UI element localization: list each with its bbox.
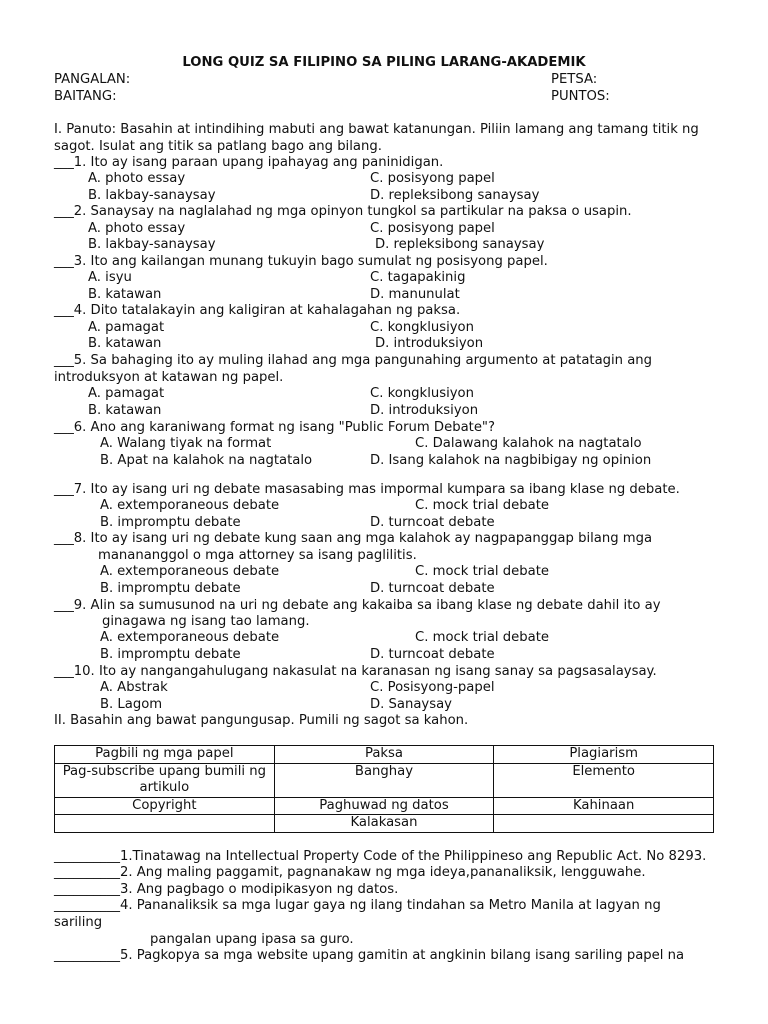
box-row — [55, 746, 714, 764]
q5-option-c: C. kongklusiyon — [370, 386, 474, 401]
box-cell: Elemento — [494, 763, 714, 797]
box-cell: Plagiarism — [494, 746, 714, 764]
q8-option-b: B. impromptu debate — [100, 581, 241, 596]
q5-option-a: A. pamagat — [88, 386, 165, 401]
q4-option-a: A. pamagat — [88, 320, 165, 335]
box-cell — [55, 815, 275, 833]
part2-item-4: __________4. Pananaliksik sa mga lugar gaya ng ilang tindahan sa Metro Manila at lagyan ng — [54, 898, 661, 913]
q1-option-b: B. lakbay-sanaysay — [88, 188, 216, 203]
q10-option-a: A. Abstrak — [100, 680, 168, 695]
petsa-label: PETSA: — [551, 72, 598, 87]
part2-instructions: II. Basahin ang bawat pangungusap. Pumili ng sagot sa kahon. — [54, 713, 469, 728]
box-cell: Pag-subscribe upang bumili ng artikulo — [55, 763, 275, 797]
question-1: ___1. Ito ay isang paraan upang ipahayag ang paninidigan. — [54, 155, 444, 170]
part2-item-4-continued: pangalan upang ipasa sa guro. — [150, 932, 354, 947]
q5-option-d: D. introduksiyon — [370, 403, 479, 418]
q3-option-d: D. manunulat — [370, 287, 460, 302]
box-cell: Paksa — [274, 746, 494, 764]
q1-option-a: A. photo essay — [88, 171, 186, 186]
q4-option-c: C. kongklusiyon — [370, 320, 474, 335]
q3-option-a: A. isyu — [88, 270, 132, 285]
q8-option-a: A. extemporaneous debate — [100, 564, 280, 579]
question-8-continued: manananggol o mga attorney sa isang paglilitis. — [98, 548, 417, 563]
q7-option-b: B. impromptu debate — [100, 515, 241, 530]
q2-option-b: B. lakbay-sanaysay — [88, 237, 216, 252]
q7-option-a: A. extemporaneous debate — [100, 498, 280, 513]
q5-option-b: B. katawan — [88, 403, 162, 418]
box-row — [55, 815, 714, 833]
part2-item-2: __________2. Ang maling paggamit, pagnanakaw ng mga ideya,pananaliksik, lengguwahe. — [54, 865, 646, 880]
q9-option-a: A. extemporaneous debate — [100, 630, 280, 645]
part1-instructions: I. Panuto: Basahin at intindihing mabuti ang bawat katanungan. Piliin lamang ang tamang titik ng sagot. Isulat ang titik sa patlang bago ang bilang. — [54, 122, 699, 154]
q7-option-c: C. mock trial debate — [415, 498, 549, 513]
q1-option-c: C. posisyong papel — [370, 171, 495, 186]
q10-option-d: D. Sanaysay — [370, 697, 452, 712]
puntos-label: PUNTOS: — [551, 89, 610, 104]
q6-option-d: D. Isang kalahok na nagbibigay ng opinion — [370, 453, 652, 468]
question-3: ___3. Ito ang kailangan munang tukuyin bago sumulat ng posisyong papel. — [54, 254, 548, 269]
question-4: ___4. Dito tatalakayin ang kaligiran at kahalagahan ng paksa. — [54, 303, 461, 318]
box-cell — [494, 815, 714, 833]
box-cell: Paghuwad ng datos — [274, 797, 494, 815]
part2-item-5: __________5. Pagkopya sa mga website upang gamitin at angkinin bilang isang sariling papel na — [54, 948, 685, 963]
quiz-title: LONG QUIZ SA FILIPINO SA PILING LARANG-AKADEMIK — [182, 55, 586, 70]
part2-item-3: __________3. Ang pagbago o modipikasyon ng datos. — [54, 882, 399, 897]
part2-item-4-wrap: sariling — [54, 915, 103, 930]
baitang-label: BAITANG: — [54, 89, 117, 104]
q2-option-d: D. repleksibong sanaysay — [375, 237, 545, 252]
question-6: ___6. Ano ang karaniwang format ng isang "Public Forum Debate"? — [54, 420, 496, 435]
q10-option-b: B. Lagom — [100, 697, 163, 712]
q6-option-a: A. Walang tiyak na format — [100, 436, 272, 451]
q9-option-d: D. turncoat debate — [370, 647, 495, 662]
box-cell: Kahinaan — [494, 797, 714, 815]
question-8: ___8. Ito ay isang uri ng debate kung saan ang mga kalahok ay nagpapanggap bilang mga — [54, 531, 653, 546]
box-cell: Banghay — [274, 763, 494, 797]
box-cell: Pagbili ng mga papel — [55, 746, 275, 764]
question-10: ___10. Ito ay nangangahulugang nakasulat na karanasan ng isang sanay sa pagsasalaysay. — [54, 664, 657, 679]
question-9-continued: ginagawa ng isang tao lamang. — [102, 614, 310, 629]
q6-option-c: C. Dalawang kalahok na nagtatalo — [415, 436, 642, 451]
box-row — [55, 763, 714, 797]
question-2: ___2. Sanaysay na naglalahad ng mga opinyon tungkol sa partikular na paksa o usapin. — [54, 204, 632, 219]
q3-option-c: C. tagapakinig — [370, 270, 466, 285]
question-5-continued: introduksyon at katawan ng papel. — [54, 370, 284, 385]
question-9: ___9. Alin sa sumusunod na uri ng debate ang kakaiba sa ibang klase ng debate dahil ito ay — [54, 598, 661, 613]
q8-option-c: C. mock trial debate — [415, 564, 549, 579]
q7-option-d: D. turncoat debate — [370, 515, 495, 530]
q9-option-c: C. mock trial debate — [415, 630, 549, 645]
q1-option-d: D. repleksibong sanaysay — [370, 188, 540, 203]
q2-option-a: A. photo essay — [88, 221, 186, 236]
pangalan-label: PANGALAN: — [54, 72, 131, 87]
q4-option-d: D. introduksiyon — [375, 336, 484, 351]
box-row — [55, 797, 714, 815]
q9-option-b: B. impromptu debate — [100, 647, 241, 662]
q3-option-b: B. katawan — [88, 287, 162, 302]
q8-option-d: D. turncoat debate — [370, 581, 495, 596]
q2-option-c: C. posisyong papel — [370, 221, 495, 236]
box-cell: Copyright — [55, 797, 275, 815]
q6-option-b: B. Apat na kalahok na nagtatalo — [100, 453, 313, 468]
question-5: ___5. Sa bahaging ito ay muling ilahad ang mga pangunahing argumento at patatagin ang — [54, 353, 653, 368]
box-cell: Kalakasan — [274, 815, 494, 833]
part2-item-1: __________1.Tinatawag na Intellectual Property Code of the Philippineso ang Republic Act. No 8293. — [54, 849, 707, 864]
q10-option-c: C. Posisyong-papel — [370, 680, 495, 695]
answer-choices-box — [54, 745, 714, 833]
question-7: ___7. Ito ay isang uri ng debate masasabing mas impormal kumpara sa ibang klase ng debate. — [54, 482, 680, 497]
q4-option-b: B. katawan — [88, 336, 162, 351]
